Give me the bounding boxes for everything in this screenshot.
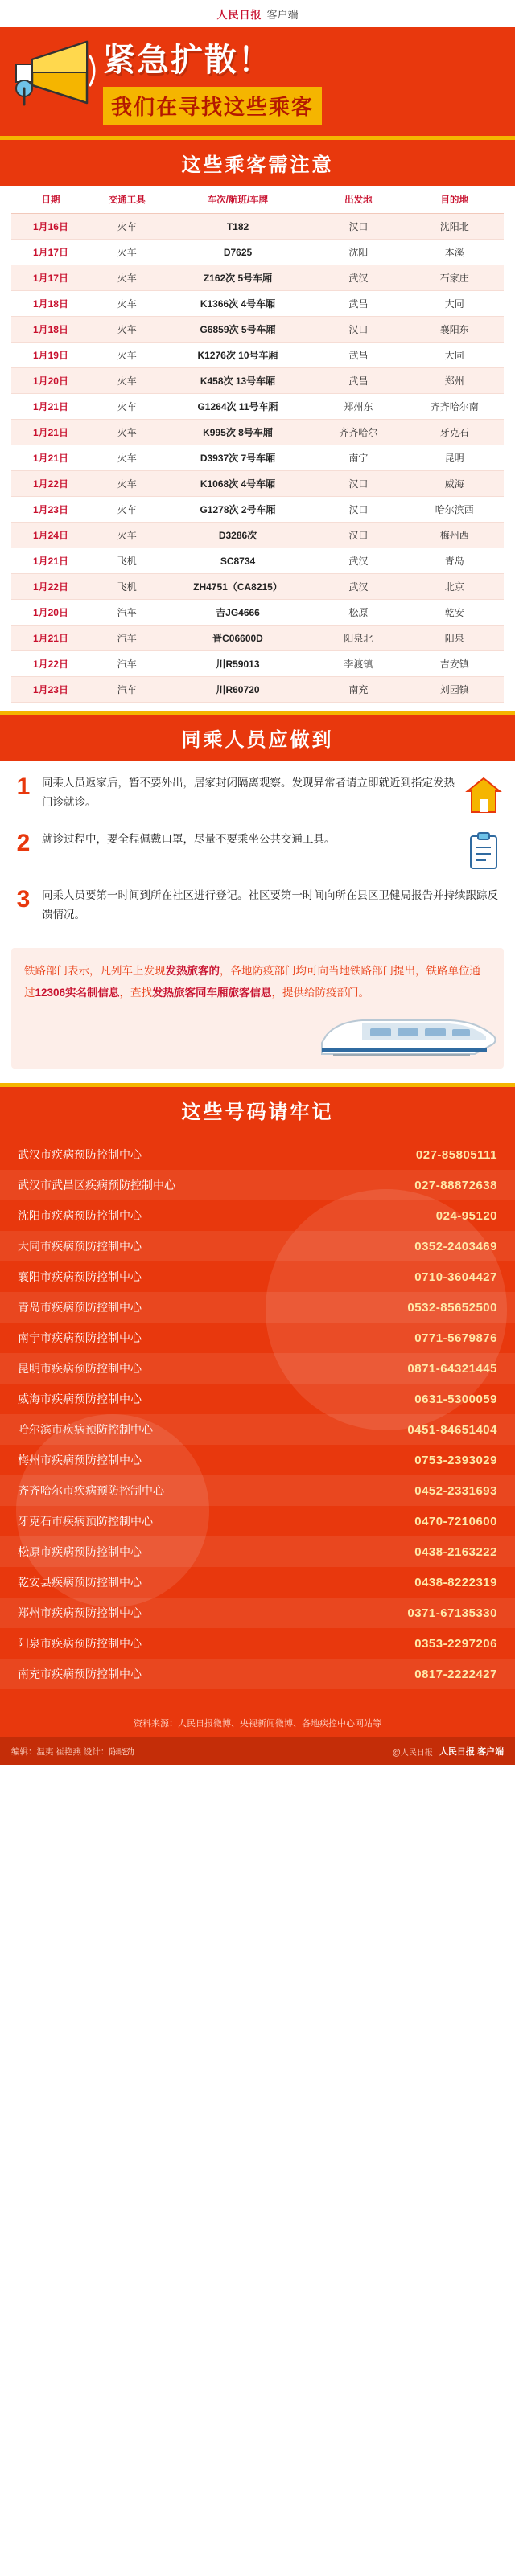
cdc-phone-number[interactable]: 0753-2393029 bbox=[414, 1453, 497, 1467]
hero-banner bbox=[0, 27, 515, 136]
table-cell-type: 火车 bbox=[90, 317, 164, 343]
step-number: 3 bbox=[16, 886, 31, 913]
table-row bbox=[11, 677, 504, 703]
table-cell-train: 川R60720 bbox=[164, 677, 312, 703]
table-cell-type: 汽车 bbox=[90, 677, 164, 703]
table-row bbox=[11, 574, 504, 600]
cdc-phone-number[interactable]: 0451-84651404 bbox=[407, 1422, 497, 1437]
table-row bbox=[11, 600, 504, 626]
table-cell-train: D3286次 bbox=[164, 523, 312, 548]
table-cell-to: 昆明 bbox=[406, 445, 504, 471]
hero-title-main: 紧急扩散！ bbox=[103, 43, 272, 78]
table-cell-to: 青岛 bbox=[406, 548, 504, 574]
step-text: 就诊过程中，要全程佩戴口罩，尽量不要乘坐公共交通工具。 bbox=[42, 833, 336, 845]
step-item bbox=[13, 830, 502, 873]
table-cell-from: 阳泉北 bbox=[311, 626, 405, 651]
cdc-name: 襄阳市疾病预防控制中心 bbox=[18, 1270, 142, 1284]
table-cell-to: 襄阳东 bbox=[406, 317, 504, 343]
cdc-phone-number[interactable]: 0871-64321445 bbox=[407, 1361, 497, 1376]
table-cell-date: 1月20日 bbox=[11, 368, 90, 394]
table-cell-from: 汉口 bbox=[311, 471, 405, 497]
table-cell-date: 1月23日 bbox=[11, 677, 90, 703]
table-cell-date: 1月21日 bbox=[11, 548, 90, 574]
notice-plain: ，各地防疫部门均可向当地铁路部门提出，铁路单位通过 bbox=[24, 965, 480, 999]
table-cell-date: 1月18日 bbox=[11, 291, 90, 317]
cdc-phone-number[interactable]: 0470-7210600 bbox=[414, 1514, 497, 1528]
table-row bbox=[11, 265, 504, 291]
notice-emphasis: 12306实名制信息 bbox=[35, 986, 120, 999]
table-cell-type: 火车 bbox=[90, 497, 164, 523]
phone-row[interactable] bbox=[0, 1506, 515, 1536]
credit-text: 编辑：温夷 崔艳燕 设计：陈晓劲 bbox=[11, 1746, 134, 1757]
passenger-table bbox=[11, 186, 504, 703]
table-cell-date: 1月21日 bbox=[11, 626, 90, 651]
table-cell-date: 1月22日 bbox=[11, 471, 90, 497]
railway-notice-text bbox=[24, 961, 491, 1003]
notice-emphasis: 发热旅客同车厢旅客信息 bbox=[152, 986, 272, 999]
footer-brand: 人民日报 客户端 bbox=[439, 1747, 504, 1758]
table-cell-date: 1月24日 bbox=[11, 523, 90, 548]
table-cell-date: 1月22日 bbox=[11, 651, 90, 677]
table-cell-from: 汉口 bbox=[311, 523, 405, 548]
step-text: 同乘人员要第一时间到所在社区进行登记。社区要第一时间向所在县区卫健局报告并持续跟踪反馈情况。 bbox=[42, 889, 498, 921]
cdc-name: 南宁市疾病预防控制中心 bbox=[18, 1331, 142, 1345]
cdc-phone-number[interactable]: 0438-2163222 bbox=[414, 1544, 497, 1559]
table-cell-train: 吉JG4666 bbox=[164, 600, 312, 626]
cdc-name: 武汉市武昌区疾病预防控制中心 bbox=[18, 1179, 175, 1192]
table-row bbox=[11, 317, 504, 343]
table-cell-from: 武汉 bbox=[311, 265, 405, 291]
table-cell-date: 1月17日 bbox=[11, 240, 90, 265]
table-header-row bbox=[11, 186, 504, 214]
phone-row[interactable] bbox=[0, 1659, 515, 1689]
table-cell-type: 火车 bbox=[90, 265, 164, 291]
table-cell-from: 武汉 bbox=[311, 574, 405, 600]
table-cell-to: 威海 bbox=[406, 471, 504, 497]
cdc-name: 乾安县疾病预防控制中心 bbox=[18, 1576, 142, 1589]
step-text: 同乘人员返家后，暂不要外出，居家封闭隔离观察。发现异常者请立即就近到指定发热门诊就诊。 bbox=[42, 777, 455, 808]
table-cell-train: SC8734 bbox=[164, 548, 312, 574]
phone-row[interactable] bbox=[0, 1445, 515, 1475]
table-cell-type: 火车 bbox=[90, 445, 164, 471]
table-cell-to: 牙克石 bbox=[406, 420, 504, 445]
table-cell-from: 汉口 bbox=[311, 214, 405, 240]
cdc-name: 牙克石市疾病预防控制中心 bbox=[18, 1515, 153, 1528]
table-cell-type: 火车 bbox=[90, 291, 164, 317]
table-cell-type: 火车 bbox=[90, 368, 164, 394]
table-cell-to: 郑州 bbox=[406, 368, 504, 394]
table-cell-date: 1月22日 bbox=[11, 574, 90, 600]
table-col-header-2: 车次/航班/车牌 bbox=[164, 186, 312, 214]
table-cell-type: 汽车 bbox=[90, 600, 164, 626]
phone-row[interactable] bbox=[0, 1261, 515, 1292]
cdc-phone-number[interactable]: 0532-85652500 bbox=[407, 1300, 497, 1315]
table-cell-train: 晋C06600D bbox=[164, 626, 312, 651]
notice-plain: 铁路部门表示，凡列车上发现 bbox=[24, 965, 166, 978]
table-cell-type: 火车 bbox=[90, 471, 164, 497]
credit-bar bbox=[0, 1737, 515, 1765]
table-cell-train: D7625 bbox=[164, 240, 312, 265]
cdc-phone-number[interactable]: 0353-2297206 bbox=[414, 1636, 497, 1651]
table-row bbox=[11, 651, 504, 677]
clipboard-icon bbox=[465, 830, 502, 873]
table-cell-date: 1月20日 bbox=[11, 600, 90, 626]
table-cell-train: D3937次 7号车厢 bbox=[164, 445, 312, 471]
table-cell-date: 1月23日 bbox=[11, 497, 90, 523]
table-cell-to: 大同 bbox=[406, 343, 504, 368]
table-cell-type: 飞机 bbox=[90, 548, 164, 574]
table-row bbox=[11, 291, 504, 317]
table-row bbox=[11, 445, 504, 471]
source-note: 资料来源：人民日报微博、央视新闻微博、各地疾控中心网站等 bbox=[0, 1705, 515, 1737]
cdc-name: 齐齐哈尔市疾病预防控制中心 bbox=[18, 1484, 164, 1498]
table-col-header-3: 出发地 bbox=[311, 186, 405, 214]
table-col-header-1: 交通工具 bbox=[90, 186, 164, 214]
cdc-phone-number[interactable]: 0710-3604427 bbox=[414, 1270, 497, 1284]
phone-row[interactable] bbox=[0, 1414, 515, 1445]
table-cell-from: 武昌 bbox=[311, 291, 405, 317]
table-cell-type: 飞机 bbox=[90, 574, 164, 600]
table-cell-type: 火车 bbox=[90, 240, 164, 265]
table-row bbox=[11, 626, 504, 651]
table-cell-from: 齐齐哈尔 bbox=[311, 420, 405, 445]
cdc-name: 郑州市疾病预防控制中心 bbox=[18, 1606, 142, 1620]
topbar-label: 客户端 bbox=[266, 8, 299, 21]
cdc-name: 沈阳市疾病预防控制中心 bbox=[18, 1209, 142, 1223]
table-col-header-4: 目的地 bbox=[406, 186, 504, 214]
phone-row[interactable] bbox=[0, 1170, 515, 1200]
table-cell-from: 郑州东 bbox=[311, 394, 405, 420]
table-cell-to: 本溪 bbox=[406, 240, 504, 265]
table-row bbox=[11, 343, 504, 368]
table-cell-train: K1366次 4号车厢 bbox=[164, 291, 312, 317]
cdc-name: 威海市疾病预防控制中心 bbox=[18, 1393, 142, 1406]
notice-plain: ，查找 bbox=[119, 986, 153, 999]
table-cell-date: 1月16日 bbox=[11, 214, 90, 240]
cdc-phone-number[interactable]: 0438-8222319 bbox=[414, 1575, 497, 1589]
phone-row[interactable] bbox=[0, 1384, 515, 1414]
cdc-phone-number[interactable]: 0817-2222427 bbox=[414, 1667, 497, 1681]
table-row bbox=[11, 497, 504, 523]
table-cell-to: 石家庄 bbox=[406, 265, 504, 291]
phone-row[interactable] bbox=[0, 1323, 515, 1353]
table-row bbox=[11, 214, 504, 240]
weibo-handle[interactable]: @人民日报 bbox=[392, 1748, 433, 1758]
train-icon bbox=[314, 1007, 499, 1065]
table-cell-type: 火车 bbox=[90, 523, 164, 548]
table-cell-train: Z162次 5号车厢 bbox=[164, 265, 312, 291]
table-cell-to: 北京 bbox=[406, 574, 504, 600]
notice-plain: ，提供给防疫部门。 bbox=[271, 986, 370, 999]
table-cell-to: 沈阳北 bbox=[406, 214, 504, 240]
table-row bbox=[11, 394, 504, 420]
table-cell-type: 汽车 bbox=[90, 626, 164, 651]
phone-row[interactable] bbox=[0, 1536, 515, 1567]
table-cell-type: 火车 bbox=[90, 394, 164, 420]
cdc-name: 哈尔滨市疾病预防控制中心 bbox=[18, 1423, 153, 1437]
cdc-phone-number[interactable]: 027-85805111 bbox=[415, 1147, 497, 1162]
cdc-name: 梅州市疾病预防控制中心 bbox=[18, 1454, 142, 1467]
table-cell-train: 川R59013 bbox=[164, 651, 312, 677]
cdc-name: 大同市疾病预防控制中心 bbox=[18, 1240, 142, 1253]
table-cell-to: 大同 bbox=[406, 291, 504, 317]
cdc-phone-number[interactable]: 0452-2331693 bbox=[414, 1483, 497, 1498]
cdc-name: 南充市疾病预防控制中心 bbox=[18, 1667, 142, 1681]
rmrb-logo: 人民日报 bbox=[216, 8, 262, 21]
cdc-phone-number[interactable]: 0352-2403469 bbox=[414, 1239, 497, 1253]
table-cell-to: 齐齐哈尔南 bbox=[406, 394, 504, 420]
house-icon bbox=[465, 773, 502, 817]
phone-list bbox=[0, 1133, 515, 1705]
table-body bbox=[11, 214, 504, 703]
phone-row[interactable] bbox=[0, 1628, 515, 1659]
table-row bbox=[11, 548, 504, 574]
table-cell-type: 汽车 bbox=[90, 651, 164, 677]
table-cell-date: 1月18日 bbox=[11, 317, 90, 343]
table-row bbox=[11, 240, 504, 265]
cdc-name: 昆明市疾病预防控制中心 bbox=[18, 1362, 142, 1376]
table-row bbox=[11, 471, 504, 497]
table-cell-date: 1月21日 bbox=[11, 394, 90, 420]
table-cell-to: 哈尔滨西 bbox=[406, 497, 504, 523]
phone-row[interactable] bbox=[0, 1567, 515, 1598]
table-cell-from: 武昌 bbox=[311, 343, 405, 368]
steps-list bbox=[0, 761, 515, 943]
phone-row[interactable] bbox=[0, 1598, 515, 1628]
table-cell-to: 刘园镇 bbox=[406, 677, 504, 703]
table-cell-train: K1276次 10号车厢 bbox=[164, 343, 312, 368]
cdc-phone-number[interactable]: 027-88872638 bbox=[414, 1178, 497, 1192]
table-cell-date: 1月21日 bbox=[11, 445, 90, 471]
cdc-name: 松原市疾病预防控制中心 bbox=[18, 1545, 142, 1559]
phone-row[interactable] bbox=[0, 1200, 515, 1231]
credit-right bbox=[393, 1745, 504, 1758]
table-cell-train: G1278次 2号车厢 bbox=[164, 497, 312, 523]
section-heading-actions: 同乘人员应做到 bbox=[0, 715, 515, 761]
phone-row[interactable] bbox=[0, 1139, 515, 1170]
phone-row[interactable] bbox=[0, 1292, 515, 1323]
cdc-phone-number[interactable]: 0371-67135330 bbox=[407, 1606, 497, 1620]
table-cell-train: G1264次 11号车厢 bbox=[164, 394, 312, 420]
table-cell-from: 沈阳 bbox=[311, 240, 405, 265]
section-heading-passengers: 这些乘客需注意 bbox=[0, 140, 515, 186]
table-cell-train: K995次 8号车厢 bbox=[164, 420, 312, 445]
notice-emphasis: 发热旅客的 bbox=[165, 965, 220, 978]
table-cell-from: 武昌 bbox=[311, 368, 405, 394]
step-number: 2 bbox=[16, 830, 31, 856]
step-item bbox=[13, 886, 502, 924]
table-cell-to: 梅州西 bbox=[406, 523, 504, 548]
cdc-phone-number[interactable]: 0771-5679876 bbox=[414, 1331, 497, 1345]
table-cell-from: 南宁 bbox=[311, 445, 405, 471]
table-cell-type: 火车 bbox=[90, 343, 164, 368]
table-cell-to: 吉安镇 bbox=[406, 651, 504, 677]
table-cell-date: 1月19日 bbox=[11, 343, 90, 368]
phone-row[interactable] bbox=[0, 1353, 515, 1384]
table-header bbox=[11, 186, 504, 214]
table-cell-train: G6859次 5号车厢 bbox=[164, 317, 312, 343]
table-cell-type: 火车 bbox=[90, 420, 164, 445]
table-col-header-0: 日期 bbox=[11, 186, 90, 214]
table-cell-from: 南充 bbox=[311, 677, 405, 703]
step-number: 1 bbox=[16, 773, 31, 800]
table-cell-to: 阳泉 bbox=[406, 626, 504, 651]
railway-notice-box bbox=[11, 948, 504, 1069]
table-cell-from: 李渡镇 bbox=[311, 651, 405, 677]
table-cell-from: 武汉 bbox=[311, 548, 405, 574]
cdc-name: 武汉市疾病预防控制中心 bbox=[18, 1148, 142, 1162]
table-row bbox=[11, 368, 504, 394]
table-cell-from: 松原 bbox=[311, 600, 405, 626]
table-cell-train: K458次 13号车厢 bbox=[164, 368, 312, 394]
table-cell-type: 火车 bbox=[90, 214, 164, 240]
table-cell-from: 汉口 bbox=[311, 317, 405, 343]
phone-row[interactable] bbox=[0, 1231, 515, 1261]
topbar bbox=[0, 0, 515, 27]
table-cell-to: 乾安 bbox=[406, 600, 504, 626]
cdc-name: 青岛市疾病预防控制中心 bbox=[18, 1301, 142, 1315]
table-row bbox=[11, 523, 504, 548]
hero-title-sub: 我们在寻找这些乘客 bbox=[103, 87, 322, 125]
table-cell-date: 1月17日 bbox=[11, 265, 90, 291]
step-item bbox=[13, 773, 502, 817]
table-cell-train: T182 bbox=[164, 214, 312, 240]
table-cell-train: ZH4751（CA8215） bbox=[164, 574, 312, 600]
table-cell-from: 汉口 bbox=[311, 497, 405, 523]
table-cell-train: K1068次 4号车厢 bbox=[164, 471, 312, 497]
cdc-name: 阳泉市疾病预防控制中心 bbox=[18, 1637, 142, 1651]
table-row bbox=[11, 420, 504, 445]
section-heading-numbers: 这些号码请牢记 bbox=[0, 1087, 515, 1133]
phone-rows bbox=[0, 1139, 515, 1689]
phone-row[interactable] bbox=[0, 1475, 515, 1506]
table-cell-date: 1月21日 bbox=[11, 420, 90, 445]
passenger-table-container bbox=[0, 186, 515, 711]
cdc-phone-number[interactable]: 0631-5300059 bbox=[414, 1392, 497, 1406]
cdc-phone-number[interactable]: 024-95120 bbox=[435, 1208, 497, 1223]
